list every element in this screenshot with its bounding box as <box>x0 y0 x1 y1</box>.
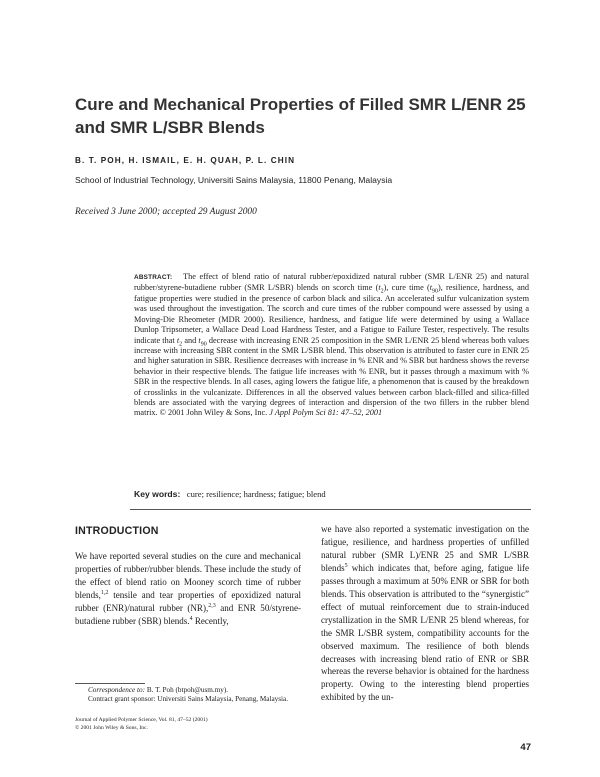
journal-info <box>75 717 303 732</box>
correspondence-text: B. T. Poh (btpoh@usm.my). <box>145 686 229 694</box>
abstract-label: ABSTRACT: <box>134 274 173 281</box>
intro-text: which indicates that, before aging, fatigue life passes through a maximum at 50% ENR or SBR for both blends. This observation is attributed to the “synergistic” effect of mutual reinforcement due to strain-induced crystallization in the SMR L/ENR 25 blend whereas, for the SMR L/SBR system, compatibility accounts for the observed maximum. The resilience of both blends decreases with increasing blend ratio of ENR or SBR whereas the reverse behavior is obtained for the hardness property. Owing to the interesting blend properties exhibited by the un- <box>321 562 529 703</box>
paper-title: Cure and Mechanical Properties of Filled SMR L/ENR 25 and SMR L/SBR Blends <box>75 95 526 137</box>
abstract-text-3: ), resilience, hardness, and fatigue properties were studied in the presence of carbon black and silica. An accelerated sulfur vulcanization system was used throughout the investigation. The scorch and cure times of the rubber compound were assessed by using a Moving-Die Rheometer (MDR 2000). Resilience, hardness, and fatigue life were determined by using a Wallace Dunlop Tripsometer, a Wallace Dead Load Hardness Tester, and a Fatigue to Failure Tester, respectively. The results indicate that <box>134 283 529 345</box>
symbol-t90: t <box>198 335 201 345</box>
symbol-t2-sub: 2 <box>179 341 183 348</box>
page-number: 47 <box>520 742 531 753</box>
received-dates: Received 3 June 2000; accepted 29 August 2000 <box>75 207 257 217</box>
keywords-label: Key words: <box>134 489 181 499</box>
footnote-divider <box>75 683 145 684</box>
symbol-t2: t <box>378 283 381 293</box>
symbol-t90-sub: 90 <box>200 341 207 348</box>
citation-ref: 4 <box>189 615 193 622</box>
citation-ref: 5 <box>344 562 348 569</box>
symbol-t90-sub: 90 <box>432 289 439 296</box>
intro-text: We have reported several studies on the cure and mechanical properties of rubber/rubber blends. These include the study of the effect of blend ratio on Mooney scorch time of rubber blends, <box>75 551 301 600</box>
keywords-text: cure; resilience; hardness; fatigue; blend <box>186 489 326 499</box>
affiliation: School of Industrial Technology, Universiti Sains Malaysia, 11800 Penang, Malaysia <box>75 175 393 185</box>
intro-text: tensile and tear properties of epoxidized natural rubber (ENR)/natural rubber (NR), <box>75 589 301 613</box>
author-list: B. T. POH, H. ISMAIL, E. H. QUAH, P. L. CHIN <box>75 156 296 165</box>
abstract-text-4: and <box>182 335 199 345</box>
intro-paragraph-continued <box>321 523 529 704</box>
keywords <box>134 489 529 499</box>
grant-footnote: Contract grant sponsor: Universiti Sains Malaysia, Penang, Malaysia. <box>88 695 289 704</box>
correspondence-footnote <box>75 686 303 705</box>
body-column-right <box>321 523 529 704</box>
intro-text: Recently, <box>192 615 229 626</box>
abstract-text-2: ), cure time ( <box>383 283 430 293</box>
symbol-t2: t <box>176 335 180 345</box>
journal-citation: Journal of Applied Polymer Science, Vol. 81, 47–52 (2001) <box>75 717 208 723</box>
section-divider <box>130 509 531 510</box>
body-column-left <box>75 550 301 628</box>
symbol-t2-sub: 2 <box>380 289 384 296</box>
correspondence-label: Correspondence to: <box>88 686 146 694</box>
abstract-text-1: The effect of blend ratio of natural rubber/epoxidized natural rubber (SMR L/ENR 25) and natural rubber/styrene-butadiene rubber (SMR L/SBR) blends on scorch time ( <box>134 272 529 293</box>
citation-ref: 1,2 <box>100 589 109 596</box>
section-heading-introduction: INTRODUCTION <box>75 525 159 537</box>
intro-text: and ENR 50/styrene-butadiene rubber (SBR) blends. <box>75 602 301 626</box>
citation-ref: 2,3 <box>208 602 216 609</box>
intro-text: we have also reported a systematic investigation on the fatigue, resilience, and hardness properties of unfilled natural rubber (SMR L)/ENR 25 and SMR L/SBR blends <box>321 524 529 573</box>
abstract-citation: J Appl Polym Sci 81: 47–52, 2001 <box>269 408 383 418</box>
abstract-text-5: decrease with increasing ENR 25 composition in the SMR L/ENR 25 blend whereas both values increase with increasing SBR content in the SMR L/SBR blend. This observation is attributed to faster cure in ENR 25 and higher saturation in SBR. Resilience decreases with increase in % ENR and % SBR but hardness shows the reverse behavior in their respective blends. The fatigue life increases with % ENR, but it passes through a maximum with % SBR in the respective blends. In all cases, aging lowers the fatigue life, a phenomenon that is caused by the breakdown of crosslinks in the vulcanizate. Differences in all the observed values between carbon black-filled and silica-filled blends are associated with the varying degrees of interaction and dispersion of the two fillers in the rubber blend matrix. © 2001 John Wiley & Sons, Inc. <box>134 335 529 418</box>
copyright-line: © 2001 John Wiley & Sons, Inc. <box>75 724 148 731</box>
intro-paragraph <box>75 550 301 628</box>
symbol-t90: t <box>429 283 433 293</box>
abstract <box>134 272 529 419</box>
